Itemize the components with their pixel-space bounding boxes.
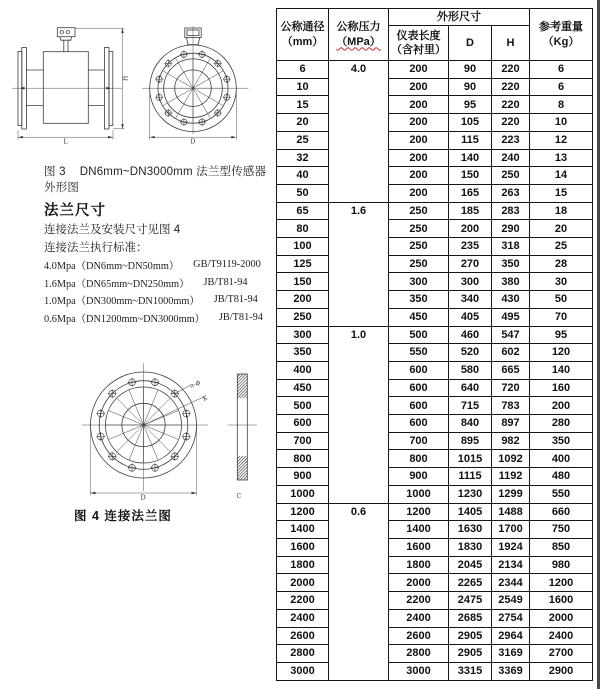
cell-d: 2685 xyxy=(449,609,492,627)
standard-item xyxy=(44,291,274,309)
cell-h: 1700 xyxy=(492,521,530,539)
cell-weight: 550 xyxy=(530,485,593,503)
cell-h: 783 xyxy=(492,397,530,415)
cell-meter-length: 250 xyxy=(389,255,449,273)
cell-h: 290 xyxy=(492,220,530,238)
table-row xyxy=(277,291,593,309)
cell-meter-length: 2200 xyxy=(389,592,449,610)
cell-meter-length: 2000 xyxy=(389,574,449,592)
table-row xyxy=(277,344,593,362)
cell-weight: 70 xyxy=(530,308,593,326)
cell-d: 105 xyxy=(449,114,492,132)
cell-meter-length: 250 xyxy=(389,220,449,238)
cell-weight: 15 xyxy=(530,184,593,202)
figure3-sensor-drawing xyxy=(0,0,275,160)
cell-meter-length: 3000 xyxy=(389,662,449,680)
header-reference-weight: 参考重量 （Kg） xyxy=(530,9,593,61)
table-row xyxy=(277,415,593,433)
cell-meter-length: 250 xyxy=(389,202,449,220)
standard-code: JB/T81-94 xyxy=(203,276,248,288)
cell-nominal-diameter: 300 xyxy=(277,326,329,344)
cell-nominal-pressure: 0.6 xyxy=(329,503,389,680)
cell-weight: 20 xyxy=(530,220,593,238)
table-row xyxy=(277,326,593,344)
cell-weight: 6 xyxy=(530,61,593,79)
table-row xyxy=(277,503,593,521)
cell-d: 2475 xyxy=(449,592,492,610)
cell-weight: 750 xyxy=(530,521,593,539)
cell-weight: 8 xyxy=(530,96,593,114)
cell-d: 150 xyxy=(449,167,492,185)
dim-label-d: D xyxy=(140,493,146,502)
cell-d: 270 xyxy=(449,255,492,273)
cell-h: 897 xyxy=(492,415,530,433)
cell-nominal-diameter: 80 xyxy=(277,220,329,238)
cell-h: 2754 xyxy=(492,609,530,627)
sensor-body xyxy=(43,52,88,124)
cell-weight: 6 xyxy=(530,78,593,96)
cell-meter-length: 250 xyxy=(389,238,449,256)
cell-d: 3315 xyxy=(449,662,492,680)
cell-h: 220 xyxy=(492,114,530,132)
cell-meter-length: 200 xyxy=(389,184,449,202)
table-row xyxy=(277,273,593,291)
cell-nominal-diameter: 350 xyxy=(277,344,329,362)
bolt-count-label: n-Φ xyxy=(188,379,202,390)
cell-d: 1015 xyxy=(449,450,492,468)
cell-meter-length: 450 xyxy=(389,308,449,326)
cell-weight: 13 xyxy=(530,149,593,167)
cell-nominal-diameter: 2800 xyxy=(277,645,329,663)
cell-d: 165 xyxy=(449,184,492,202)
cell-meter-length: 300 xyxy=(389,273,449,291)
cell-nominal-diameter: 200 xyxy=(277,291,329,309)
cell-weight: 160 xyxy=(530,379,593,397)
cell-h: 547 xyxy=(492,326,530,344)
flange-standards-note: 连接法兰执行标准： xyxy=(44,242,148,254)
cell-nominal-diameter: 2600 xyxy=(277,627,329,645)
cell-h: 982 xyxy=(492,432,530,450)
cell-nominal-diameter: 20 xyxy=(277,114,329,132)
standard-range: 1.0Mpa（DN300mm~DN1000mm） xyxy=(44,296,200,308)
cell-nominal-pressure: 4.0 xyxy=(329,61,389,203)
cell-nominal-diameter: 1800 xyxy=(277,556,329,574)
cell-h: 240 xyxy=(492,149,530,167)
cell-h: 350 xyxy=(492,255,530,273)
table-row xyxy=(277,149,593,167)
junction-box-side xyxy=(57,28,75,52)
cell-d: 460 xyxy=(449,326,492,344)
cell-weight: 2700 xyxy=(530,645,593,663)
cell-meter-length: 200 xyxy=(389,78,449,96)
cell-d: 895 xyxy=(449,432,492,450)
cell-h: 2549 xyxy=(492,592,530,610)
cell-meter-length: 1200 xyxy=(389,503,449,521)
table-row xyxy=(277,220,593,238)
cell-d: 580 xyxy=(449,361,492,379)
cell-nominal-diameter: 50 xyxy=(277,184,329,202)
table-row xyxy=(277,202,593,220)
standard-range: 4.0Mpa（DN6mm~DN50mm） xyxy=(44,261,180,273)
cell-nominal-diameter: 400 xyxy=(277,361,329,379)
cell-nominal-diameter: 150 xyxy=(277,273,329,291)
flange-standards-list xyxy=(44,256,274,326)
cell-nominal-diameter: 40 xyxy=(277,167,329,185)
cell-meter-length: 200 xyxy=(389,114,449,132)
cell-h: 250 xyxy=(492,167,530,185)
cell-d: 235 xyxy=(449,238,492,256)
cell-weight: 280 xyxy=(530,415,593,433)
cell-nominal-diameter: 500 xyxy=(277,397,329,415)
cell-weight: 12 xyxy=(530,131,593,149)
cell-nominal-diameter: 2000 xyxy=(277,574,329,592)
cell-d: 640 xyxy=(449,379,492,397)
cell-weight: 10 xyxy=(530,114,593,132)
table-row xyxy=(277,485,593,503)
pipe-lines xyxy=(26,70,104,106)
flange-spec-table xyxy=(276,8,593,681)
table-row xyxy=(277,468,593,486)
cell-d: 2045 xyxy=(449,556,492,574)
cell-d: 2265 xyxy=(449,574,492,592)
cell-meter-length: 900 xyxy=(389,468,449,486)
dim-label-d-front: D xyxy=(190,138,196,146)
table-row xyxy=(277,361,593,379)
cell-weight: 2900 xyxy=(530,662,593,680)
cell-weight: 2000 xyxy=(530,609,593,627)
standard-range: 1.6Mpa（DN65mm~DN250mm） xyxy=(44,278,190,290)
table-row xyxy=(277,96,593,114)
cell-meter-length: 200 xyxy=(389,149,449,167)
cell-nominal-diameter: 125 xyxy=(277,255,329,273)
header-nominal-pressure: 公称压力 （MPa） xyxy=(329,9,389,61)
table-body xyxy=(277,61,593,681)
table-row xyxy=(277,78,593,96)
cell-meter-length: 2800 xyxy=(389,645,449,663)
cell-d: 520 xyxy=(449,344,492,362)
table-row xyxy=(277,450,593,468)
cell-nominal-diameter: 6 xyxy=(277,61,329,79)
cell-nominal-diameter: 1200 xyxy=(277,503,329,521)
cell-h: 1924 xyxy=(492,538,530,556)
cell-nominal-diameter: 65 xyxy=(277,202,329,220)
cell-nominal-diameter: 15 xyxy=(277,96,329,114)
cell-weight: 850 xyxy=(530,538,593,556)
table-row xyxy=(277,238,593,256)
cell-weight: 2400 xyxy=(530,627,593,645)
cell-d: 1830 xyxy=(449,538,492,556)
cell-h: 2134 xyxy=(492,556,530,574)
cell-meter-length: 600 xyxy=(389,379,449,397)
cell-h: 220 xyxy=(492,61,530,79)
cell-d: 90 xyxy=(449,78,492,96)
table-row xyxy=(277,432,593,450)
cell-d: 1630 xyxy=(449,521,492,539)
table-row xyxy=(277,662,593,680)
dim-label-l: L xyxy=(63,138,68,146)
cell-h: 430 xyxy=(492,291,530,309)
cell-weight: 1200 xyxy=(530,574,593,592)
cell-nominal-pressure: 1.0 xyxy=(329,326,389,503)
cell-h: 2344 xyxy=(492,574,530,592)
table-row xyxy=(277,397,593,415)
cell-h: 1299 xyxy=(492,485,530,503)
figure3-caption-text: DN6mm~DN3000mm 法兰型传感器外形图 xyxy=(44,166,267,194)
cell-nominal-pressure: 1.6 xyxy=(329,202,389,326)
cell-d: 200 xyxy=(449,220,492,238)
cell-weight: 14 xyxy=(530,167,593,185)
cell-h: 2964 xyxy=(492,627,530,645)
dimension-arrows xyxy=(18,28,124,138)
dim-label-h: H xyxy=(122,75,130,81)
flange-section-view xyxy=(228,374,258,480)
table-row xyxy=(277,131,593,149)
cell-weight: 480 xyxy=(530,468,593,486)
cell-weight: 25 xyxy=(530,238,593,256)
cell-nominal-diameter: 32 xyxy=(277,149,329,167)
cell-d: 405 xyxy=(449,308,492,326)
cell-weight: 95 xyxy=(530,326,593,344)
flange-install-note: 连接法兰及安装尺寸见图 4 xyxy=(44,224,181,236)
cell-weight: 660 xyxy=(530,503,593,521)
figure4-flange-drawing xyxy=(0,335,275,530)
standard-item xyxy=(44,274,274,292)
cell-weight: 980 xyxy=(530,556,593,574)
cell-meter-length: 600 xyxy=(389,361,449,379)
cell-meter-length: 2400 xyxy=(389,609,449,627)
cell-nominal-diameter: 2200 xyxy=(277,592,329,610)
cell-meter-length: 550 xyxy=(389,344,449,362)
cell-nominal-diameter: 900 xyxy=(277,468,329,486)
cell-h: 3169 xyxy=(492,645,530,663)
cell-h: 380 xyxy=(492,273,530,291)
cell-h: 1192 xyxy=(492,468,530,486)
cell-meter-length: 200 xyxy=(389,61,449,79)
cell-weight: 50 xyxy=(530,291,593,309)
figure3-caption xyxy=(44,163,274,195)
table-row xyxy=(277,556,593,574)
cell-meter-length: 1600 xyxy=(389,538,449,556)
table-row xyxy=(277,609,593,627)
cell-nominal-diameter: 1600 xyxy=(277,538,329,556)
cell-d: 2905 xyxy=(449,627,492,645)
table-row xyxy=(277,521,593,539)
standard-code: JB/T81-94 xyxy=(218,312,263,324)
cell-meter-length: 200 xyxy=(389,131,449,149)
cell-d: 2905 xyxy=(449,645,492,663)
cell-meter-length: 700 xyxy=(389,432,449,450)
cell-d: 115 xyxy=(449,131,492,149)
cell-weight: 30 xyxy=(530,273,593,291)
cell-h: 602 xyxy=(492,344,530,362)
cell-nominal-diameter: 25 xyxy=(277,131,329,149)
cell-d: 95 xyxy=(449,96,492,114)
cell-nominal-diameter: 800 xyxy=(277,450,329,468)
cell-weight: 1600 xyxy=(530,592,593,610)
cell-nominal-diameter: 600 xyxy=(277,415,329,433)
figure3-caption-number: 图 3 xyxy=(44,166,66,178)
table-header xyxy=(277,9,593,61)
cell-h: 223 xyxy=(492,131,530,149)
cell-h: 495 xyxy=(492,308,530,326)
cell-d: 1230 xyxy=(449,485,492,503)
cell-meter-length: 600 xyxy=(389,397,449,415)
table-row xyxy=(277,592,593,610)
table-row xyxy=(277,574,593,592)
table-row xyxy=(277,645,593,663)
cell-d: 90 xyxy=(449,61,492,79)
cell-meter-length: 1000 xyxy=(389,485,449,503)
header-d: D xyxy=(449,26,492,61)
table-row xyxy=(277,379,593,397)
cell-h: 283 xyxy=(492,202,530,220)
cell-weight: 140 xyxy=(530,361,593,379)
cell-weight: 200 xyxy=(530,397,593,415)
cell-h: 665 xyxy=(492,361,530,379)
cell-meter-length: 200 xyxy=(389,96,449,114)
standard-item xyxy=(44,256,274,274)
header-h: H xyxy=(492,26,530,61)
cell-d: 300 xyxy=(449,273,492,291)
cell-weight: 18 xyxy=(530,202,593,220)
table-row xyxy=(277,255,593,273)
cell-meter-length: 200 xyxy=(389,167,449,185)
cell-d: 840 xyxy=(449,415,492,433)
cell-nominal-diameter: 2400 xyxy=(277,609,329,627)
cell-meter-length: 1800 xyxy=(389,556,449,574)
header-outline-dimensions: 外形尺寸 xyxy=(389,9,530,26)
standard-code: JB/T81-94 xyxy=(213,294,258,306)
figure4-caption: 图 4 连接法兰图 xyxy=(74,509,172,523)
cell-weight: 400 xyxy=(530,450,593,468)
header-nominal-diameter: 公称通径 （mm） xyxy=(277,9,329,61)
dim-label-c: C xyxy=(236,493,242,500)
cell-h: 318 xyxy=(492,238,530,256)
cell-h: 220 xyxy=(492,78,530,96)
cell-d: 715 xyxy=(449,397,492,415)
standard-code: GB/T9119-2000 xyxy=(193,259,261,271)
table-row xyxy=(277,184,593,202)
cell-nominal-diameter: 100 xyxy=(277,238,329,256)
table-row xyxy=(277,114,593,132)
cell-d: 1405 xyxy=(449,503,492,521)
cell-meter-length: 2600 xyxy=(389,627,449,645)
flange-section-heading: 法兰尺寸 xyxy=(44,203,106,219)
cell-nominal-diameter: 250 xyxy=(277,308,329,326)
cell-d: 340 xyxy=(449,291,492,309)
cell-nominal-diameter: 1000 xyxy=(277,485,329,503)
cell-h: 1488 xyxy=(492,503,530,521)
cell-d: 1115 xyxy=(449,468,492,486)
cell-h: 1092 xyxy=(492,450,530,468)
cell-h: 720 xyxy=(492,379,530,397)
cell-meter-length: 1400 xyxy=(389,521,449,539)
table-row xyxy=(277,61,593,79)
cell-nominal-diameter: 10 xyxy=(277,78,329,96)
cell-h: 263 xyxy=(492,184,530,202)
standard-item xyxy=(44,309,274,327)
cell-meter-length: 600 xyxy=(389,415,449,433)
cell-nominal-diameter: 1400 xyxy=(277,521,329,539)
header-meter-length: 仪表长度 （含衬里） xyxy=(389,26,449,61)
cell-h: 3369 xyxy=(492,662,530,680)
table-row xyxy=(277,627,593,645)
cell-d: 185 xyxy=(449,202,492,220)
cell-nominal-diameter: 700 xyxy=(277,432,329,450)
bolt-circle-label: K xyxy=(201,394,210,403)
table-row xyxy=(277,167,593,185)
cell-h: 220 xyxy=(492,96,530,114)
cell-meter-length: 350 xyxy=(389,291,449,309)
table-row xyxy=(277,538,593,556)
cell-meter-length: 500 xyxy=(389,326,449,344)
cell-nominal-diameter: 3000 xyxy=(277,662,329,680)
standard-range: 0.6Mpa（DN1200mm~DN3000mm） xyxy=(44,314,205,326)
cell-weight: 350 xyxy=(530,432,593,450)
cell-nominal-diameter: 450 xyxy=(277,379,329,397)
cell-d: 140 xyxy=(449,149,492,167)
cell-weight: 120 xyxy=(530,344,593,362)
table-row xyxy=(277,308,593,326)
cell-meter-length: 800 xyxy=(389,450,449,468)
cell-weight: 28 xyxy=(530,255,593,273)
